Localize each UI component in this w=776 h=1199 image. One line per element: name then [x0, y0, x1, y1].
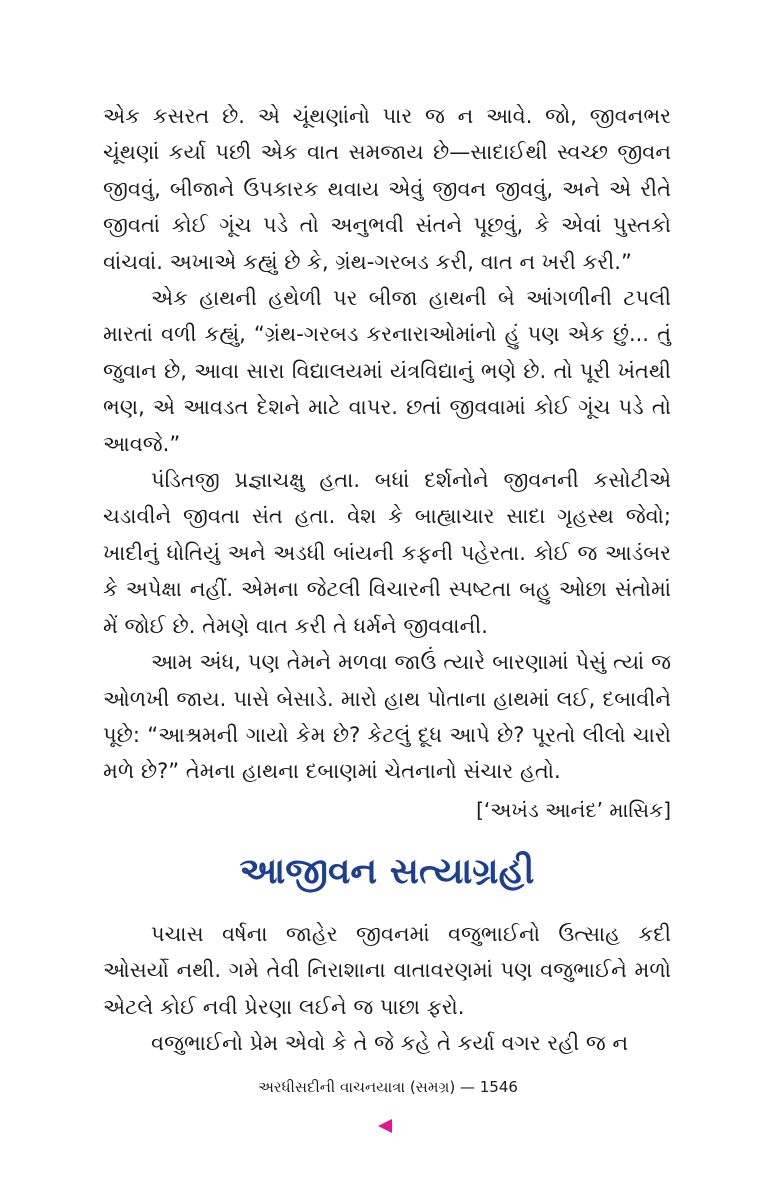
- section-title: આજીવન સત્યાગ્રહી: [239, 851, 535, 892]
- paragraph-2: એક હાથની હથેળી પર બીજા હાથની બે આંગળીની ટપલી મારતાં વળી કહ્યું, “ગ્રંથ-ગરબડ કરનારાઓમાંનો હું પણ એક છું... તું જુવાન છે, આવા સારા વિદ્યાલયમાં યંત્રવિદ્યાનું ભણે છે. તો પૂરી ખંતથી ભણ, એ આવડત દેશને માટે વાપર. છતાં જીવવામાં કોઈ ગૂંચ પડે તો આવજે.”: [103, 286, 671, 456]
- section-paragraph-2: વજુભાઈનો પ્રેમ એવો કે તે જે કહે તે કર્યા વગર રહી જ ન: [151, 1031, 629, 1056]
- paragraph-4: આમ અંધ, પણ તેમને મળવા જાઉં ત્યારે બારણામાં પેસું ત્યાં જ ઓળખી જાય. પાસે બેસાડે. મારો હાથ પોતાના હાથમાં લઈ, દબાવીને પૂછે: “આશ્રમની ગાયો કેમ છે? કેટલું દૂધ આપે છે? પૂરતો લીલો ચારો મળે છે?” તેમના હાથના દબાણમાં ચેતનાનો સંચાર હતો.: [103, 650, 671, 784]
- section-body: [103, 916, 671, 1062]
- section-paragraph-1: પચાસ વર્ષના જાહેર જીવનમાં વજુભાઈનો ઉત્સાહ કદી ઓસર્યો નથી. ગમે તેવી નિરાશાના વાતાવરણમાં પણ વજુભાઈને મળો એટલે કોઈ નવી પ્રેરણા લઈને જ પાછા ફરો.: [103, 922, 671, 1019]
- source-citation: [‘અખંડ આનંદ’ માસિક]: [476, 797, 671, 822]
- triangle-left-icon[interactable]: [378, 1119, 392, 1133]
- paragraph-3: પંડિતજી પ્રજ્ઞાચક્ષુ હતા. બધાં દર્શનોને જીવનની કસોટીએ ચડાવીને જીવતા સંત હતા. વેશ કે બાહ્યાચાર સાદા ગૃહસ્થ જેવો; ખાદીનું ધોતિયું અને અડધી બાંયની કફની પહેરતા. કોઈ જ આડંબર કે અપેક્ષા નહીં. એમના જેટલી વિચારની સ્પષ્ટતા બહુ ઓછા સંતોમાં મેં જોઈ છે. તેમણે વાત કરી તે ધર્મને જીવવાની.: [103, 468, 671, 638]
- page-content: [103, 98, 671, 1056]
- page-footer: અરધીસદીની વાચનયાત્રા (સમગ્ર) — 1546: [258, 1078, 518, 1096]
- paragraph-1: એક કસરત છે. એ ચૂંથણાંનો પાર જ ન આવે. જો, જીવનભર ચૂંથણાં કર્યા પછી એક વાત સમજાય છે—સાદાઈથી સ્વચ્છ જીવન જીવવું, બીજાને ઉપકારક થવાય એવું જીવન જીવવું, અને એ રીતે જીવતાં કોઈ ગૂંચ પડે તો અનુભવી સંતને પૂછવું, કે એવાં પુસ્તકો વાંચવાં. અખાએ કહ્યું છે કે, ગ્રંથ-ગરબડ કરી, વાત ન ખરી કરી.”: [103, 104, 671, 274]
